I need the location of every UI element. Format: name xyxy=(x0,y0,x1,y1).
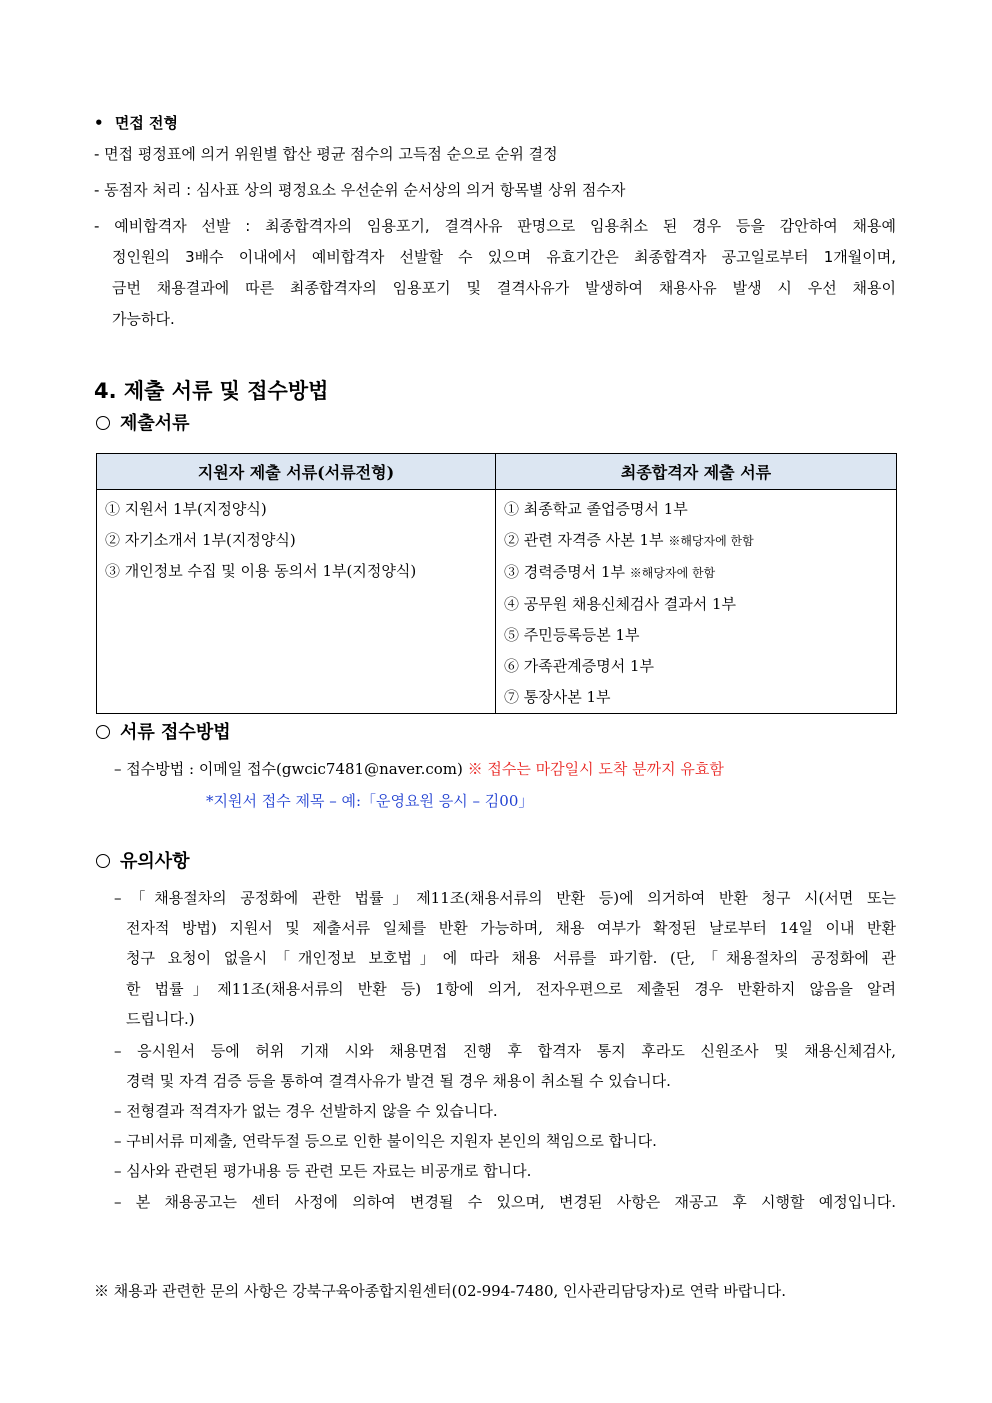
notes-item: – 구비서류 미제출, 연락두절 등으로 인한 불이익은 지원자 본인의 책임으로 합니다. xyxy=(114,1132,657,1150)
notes-para1-line: 드립니다.) xyxy=(126,1010,195,1028)
list-item: ② 관련 자격증 사본 1부 ※해당자에 한함 xyxy=(504,531,754,549)
col-header-final: 최종합격자 제출 서류 xyxy=(496,454,897,490)
reserve-rule-line-4: 가능하다. xyxy=(112,310,175,328)
notes-subheading: 유의사항 xyxy=(96,850,190,874)
circle-icon xyxy=(96,854,110,868)
reserve-rule-line-3: 금번 채용결과에 따른 최종합격자의 임용포기 및 결격사유가 발생하여 채용사유 발생 시 우선 채용이 xyxy=(112,279,896,297)
contact-note: ※ 채용과 관련한 문의 사항은 강북구육아종합지원센터(02-994-7480, 인사관리담당자)로 연락 바랍니다. xyxy=(94,1282,787,1300)
list-item: ③ 경력증명서 1부 ※해당자에 한함 xyxy=(504,563,716,581)
section-title: 4. 제출 서류 및 접수방법 xyxy=(94,379,329,403)
reserve-rule-line-2: 정인원의 3배수 이내에서 예비합격자 선발할 수 있으며 유효기간은 최종합격자 공고일로부터 1개월이며, xyxy=(112,248,896,266)
notes-para1-line: 한 법률」제11조(채용서류의 반환 등) 1항에 의거, 전자우편으로 제출된 경우 반환하지 않음을 알려 xyxy=(126,980,896,998)
notes-item: – 심사와 관련된 평가내용 등 관련 모든 자료는 비공개로 합니다. xyxy=(114,1162,532,1180)
notes-para1-line: –「채용절차의 공정화에 관한 법률」제11조(채용서류의 반환 등)에 의거하여 반환 청구 시(서면 또는 xyxy=(114,889,896,907)
col-header-applicant: 지원자 제출 서류(서류전형) xyxy=(97,454,496,490)
method-line: – 접수방법 : 이메일 접수(gwcic7481@naver.com) ※ 접수는 마감일시 도착 분까지 유효함 xyxy=(114,760,724,778)
list-item: ① 최종학교 졸업증명서 1부 xyxy=(504,500,688,518)
circle-icon xyxy=(96,725,110,739)
tie-rule: - 동점자 처리 : 심사표 상의 평정요소 우선순위 순서상의 의거 항목별 상위 점수자 xyxy=(94,181,626,199)
list-item: ① 지원서 1부(지정양식) xyxy=(105,500,267,518)
notes-para1-line: 청구 요청이 없을시「개인정보 보호법」에 따라 채용 서류를 파기함. (단,「채용절차의 공정화에 관 xyxy=(126,949,896,967)
applicable-note: ※해당자에 한함 xyxy=(668,534,754,548)
final-docs-cell xyxy=(496,490,897,714)
method-subheading: 서류 접수방법 xyxy=(96,721,231,745)
list-item: ⑦ 통장사본 1부 xyxy=(504,688,611,706)
docs-subheading: 제출서류 xyxy=(96,412,190,436)
deadline-warning: ※ 접수는 마감일시 도착 분까지 유효함 xyxy=(467,760,724,778)
circle-icon xyxy=(96,416,110,430)
bullet: • xyxy=(94,114,104,132)
list-item: ④ 공무원 채용신체검사 결과서 1부 xyxy=(504,595,736,613)
reserve-rule-line-1: - 예비합격자 선발 : 최종합격자의 임용포기, 결격사유 판명으로 임용취소 된 경우 등을 감안하여 채용예 xyxy=(94,217,896,235)
list-item: ③ 개인정보 수집 및 이용 동의서 1부(지정양식) xyxy=(105,562,417,580)
documents-table xyxy=(96,453,897,714)
notes-item: – 전형결과 적격자가 없는 경우 선발하지 않을 수 있습니다. xyxy=(114,1102,498,1120)
list-item: ⑤ 주민등록등본 1부 xyxy=(504,626,640,644)
applicable-note: ※해당자에 한함 xyxy=(629,566,716,580)
list-item: ⑥ 가족관계증명서 1부 xyxy=(504,657,655,675)
notes-para1-line: 전자적 방법) 지원서 및 제출서류 일체를 반환 가능하며, 채용 여부가 확정된 날로부터 14일 이내 반환 xyxy=(126,919,896,937)
list-item: ② 자기소개서 1부(지정양식) xyxy=(105,531,296,549)
interview-heading: • 면접 전형 xyxy=(94,114,179,132)
email-subject-format: *지원서 접수 제목 – 예:「운영요원 응시 – 김00」 xyxy=(206,792,534,810)
applicant-docs-cell xyxy=(97,490,496,714)
interview-rank-rule: - 면접 평정표에 의거 위원별 합산 평균 점수의 고득점 순으로 순위 결정 xyxy=(94,145,558,163)
notes-item: – 본 채용공고는 센터 사정에 의하여 변경될 수 있으며, 변경된 사항은 재공고 후 시행할 예정입니다. xyxy=(114,1193,896,1211)
notes-para2-line: 경력 및 자격 검증 등을 통하여 결격사유가 발견 될 경우 채용이 취소될 수 있습니다. xyxy=(126,1072,671,1090)
notes-para2-line: – 응시원서 등에 허위 기재 시와 채용면접 진행 후 합격자 통지 후라도 신원조사 및 채용신체검사, xyxy=(114,1042,896,1060)
